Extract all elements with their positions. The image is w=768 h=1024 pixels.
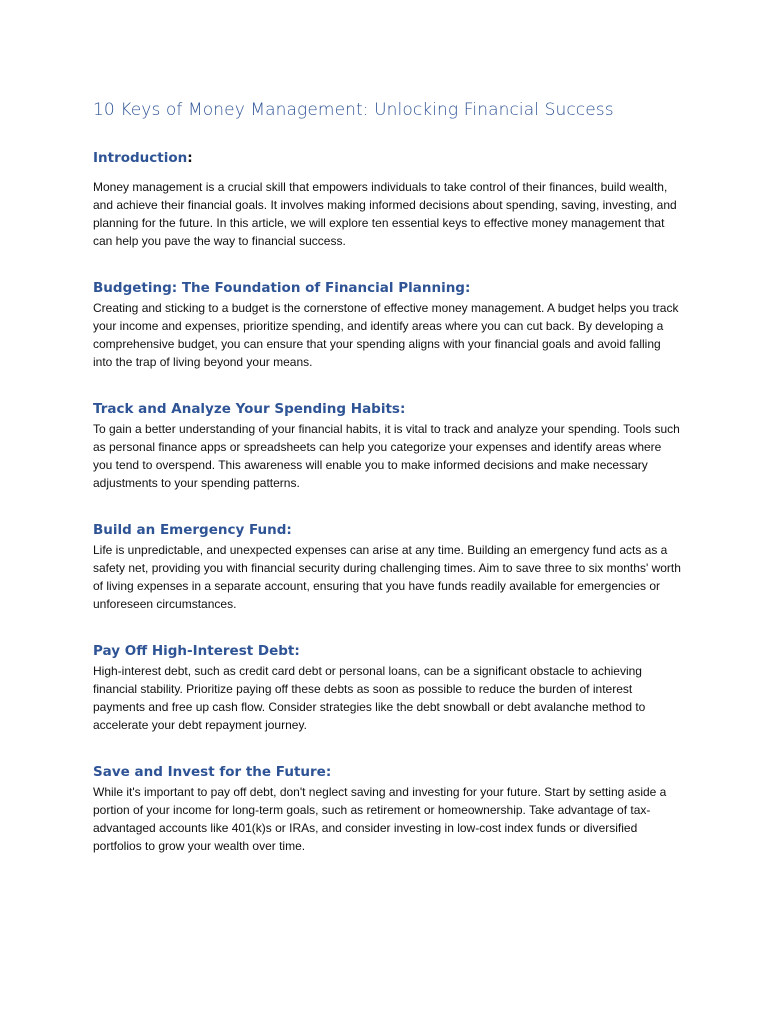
section-track-spending: [93, 401, 683, 492]
section-heading: Save and Invest for the Future:: [93, 764, 332, 780]
section-heading: Track and Analyze Your Spending Habits:: [93, 401, 406, 417]
section-paragraph: To gain a better understanding of your financial habits, it is vital to track and analyze your spending. Tools such as personal finance apps or spreadsheets can help you categorize your expenses and identify areas where you tend to overspend. This awareness will enable you to make informed decisions and make necessary adjustments to your spending patterns.: [93, 422, 680, 490]
section-paragraph: While it's important to pay off debt, don't neglect saving and investing for your future. Start by setting aside a portion of your income for long-term goals, such as retirement or homeownership. Take advantage of tax-advantaged accounts like 401(k)s or IRAs, and consider investing in low-cost index funds or diversified portfolios to grow your wealth over time.: [93, 785, 667, 853]
section-emergency-fund: [93, 522, 683, 613]
section-heading: Budgeting: The Foundation of Financial Planning:: [93, 280, 471, 296]
section-heading: Pay Off High-Interest Debt:: [93, 643, 300, 659]
section-pay-off-debt: [93, 643, 683, 734]
document-title: 10 Keys of Money Management: Unlocking Financial Success: [93, 100, 614, 120]
introduction-heading-text: Introduction: [93, 150, 188, 166]
section-budgeting: [93, 280, 683, 371]
section-paragraph: Life is unpredictable, and unexpected expenses can arise at any time. Building an emergency fund acts as a safety net, providing you with financial security during challenging times. Aim to save three to six months' worth of living expenses in a separate account, ensuring that you have funds readily available for emergencies or unforeseen circumstances.: [93, 543, 681, 611]
section-save-invest: [93, 764, 683, 855]
section-heading: Build an Emergency Fund:: [93, 522, 292, 538]
introduction-heading: [93, 150, 683, 166]
document-page: [93, 100, 683, 855]
section-paragraph: Creating and sticking to a budget is the cornerstone of effective money management. A budget helps you track your income and expenses, prioritize spending, and identify areas where you can cut back. By developing a comprehensive budget, you can ensure that your spending aligns with your financial goals and avoid falling into the trap of living beyond your means.: [93, 301, 679, 369]
introduction-heading-colon: :: [187, 150, 193, 166]
introduction-paragraph: Money management is a crucial skill that empowers individuals to take control of their finances, build wealth, and achieve their financial goals. It involves making informed decisions about spending, saving, investing, and planning for the future. In this article, we will explore ten essential keys to effective money management that can help you pave the way to financial success.: [93, 180, 677, 248]
section-paragraph: High-interest debt, such as credit card debt or personal loans, can be a significant obstacle to achieving financial stability. Prioritize paying off these debts as soon as possible to reduce the burden of interest payments and free up cash flow. Consider strategies like the debt snowball or debt avalanche method to accelerate your debt repayment journey.: [93, 664, 646, 732]
